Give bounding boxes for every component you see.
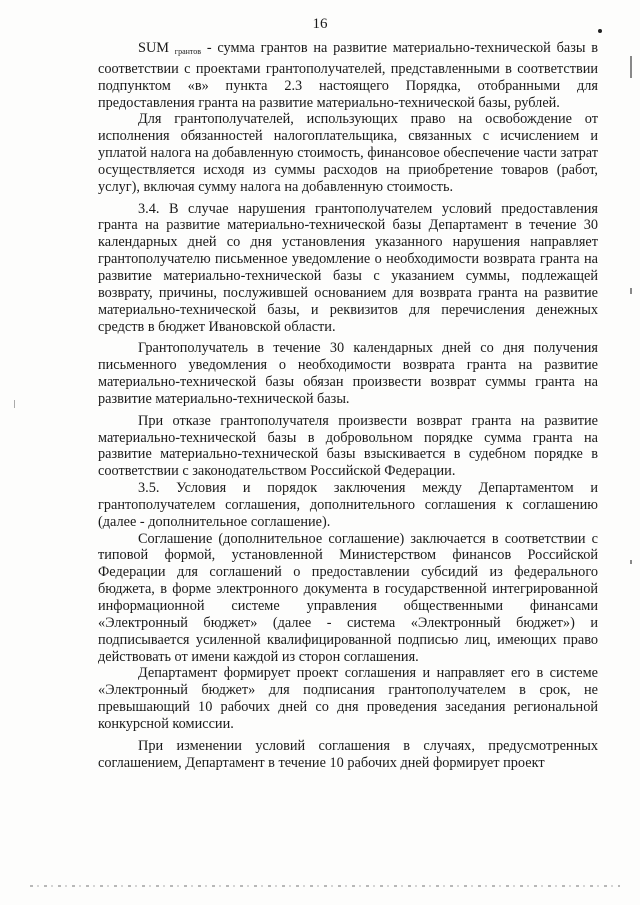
formula-subscript: грантов [174, 47, 202, 56]
scan-edge-mark [14, 400, 15, 408]
paragraph-court-recovery: При отказе грантополучателя произвести возврат гранта на развитие материально-технической базы в добровольном порядке сумма гранта на развитие материально-технической базы взыскивается в судебном порядке в соответствии с законодательством Российской Федерации. [98, 412, 598, 480]
document-body [98, 40, 598, 771]
paragraph-3-5: 3.5. Условия и порядок заключения между Департаментом и грантополучателем соглашения, дополнительного соглашения к соглашению (далее - дополнительное соглашение). [98, 480, 598, 530]
paragraph-agreement-form: Соглашение (дополнительное соглашение) заключается в соответствии с типовой формой, установленной Министерством финансов Российской Федерации для соглашений о предоставлении субсидий из федерального бюджета, в форме электронного документа в государственной интегрированной информационной системе управления общественными финансами «Электронный бюджет» (далее - система «Электронный бюджет») и подписывается усиленной квалифицированной подписью лиц, имеющих право действовать от имени каждой из сторон соглашения. [98, 530, 598, 665]
paragraph-vat-exemption: Для грантополучателей, использующих право на освобождение от исполнения обязанностей налогоплательщика, связанных с исчислением и уплатой налога на добавленную стоимость, финансовое обеспечение части затрат осуществляется исходя из суммы расходов на приобретение товаров (работ, услуг), включая сумму налога на добавленную стоимость. [98, 111, 598, 195]
paragraph-agreement-changes: При изменении условий соглашения в случаях, предусмотренных соглашением, Департамент в течение 10 рабочих дней формирует проект [98, 737, 598, 771]
paragraph-text: - сумма грантов на развитие материально-технической базы в соответствии с проектами грантополучателей, представленными в соответствии подпунктом «в» пункта 2.3 настоящего Порядка, отобранными для предоставления гранта на развитие материально-технической базы, рублей. [98, 40, 598, 111]
formula-term: SUM [138, 40, 169, 56]
paragraph-refund-term: Грантополучатель в течение 30 календарных дней со дня получения письменного уведомления о необходимости возврата гранта на развитие материально-технической базы обязан произвести возврат суммы гранта на развитие материально-технической базы. [98, 340, 598, 407]
scan-edge-mark [630, 56, 632, 78]
page-number: 16 [312, 16, 328, 32]
paragraph-sum-definition [98, 40, 598, 111]
scan-edge-mark [630, 560, 632, 564]
scan-dot-mark [598, 29, 602, 33]
scan-artifact-line [30, 885, 620, 887]
paragraph-agreement-draft: Департамент формирует проект соглашения и направляет его в системе «Электронный бюджет» для подписания грантополучателем в срок, не превышающий 10 рабочих дней со дня проведения заседания региональной конкурсной комиссии. [98, 665, 598, 732]
scan-edge-mark [630, 288, 632, 294]
paragraph-3-4: 3.4. В случае нарушения грантополучателем условий предоставления гранта на развитие материально-технической базы Департамент в течение 30 календарных дней со дня установления указанного нарушения направляет грантополучателю письменное уведомление о необходимости возврата гранта на развитие материально-технической базы с указанием суммы, подлежащей возврату, причины, послужившей основанием для возврата гранта на развитие материально-технической базы, и реквизитов для перечисления денежных средств в бюджет Ивановской области. [98, 200, 598, 335]
